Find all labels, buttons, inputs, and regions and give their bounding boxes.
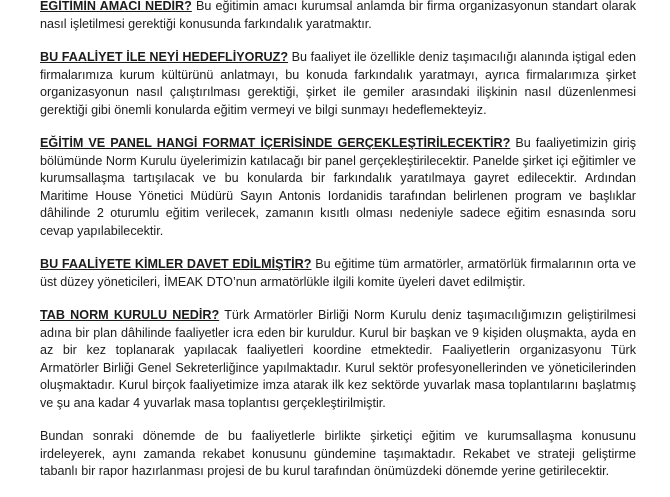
section-body: Bu faaliyet ile özellikle deniz taşımacılığı alanında iştigal eden firmalarımıza kurum kültürünü anlatmayı, bu konuda farkındalık yaratmayı, ayrıca firmalarımıza şirket organizasyonun nasıl çalıştırılması gerektiği, şirket ile gemiler arasındaki ilişkinin nasıl düzenlenmesi gerektiği gibi önemli konularda eğitim vermeyi ve bilgi sunmayı hedeflemekteyiz.	[40, 50, 637, 117]
document-page	[40, 0, 636, 497]
section-heading: EĞİTİM VE PANEL HANGİ FORMAT İÇERİSİNDE GERÇEKLEŞTİRİLECEKTİR?	[40, 136, 511, 150]
section-activity-goal	[40, 49, 636, 119]
section-body: Bu faaliyetimizin giriş bölümünde Norm Kurulu üyelerimizin katılacağı bir panel gerçekleştirilecektir. Panelde şirket içi eğitimler ve kurumsallaşma tartışılacak ve bu konularda bir farkındalık yaratılmaya gayret edilecektir. Ardından Maritime House Yönetici Müdürü Sayın Antonis Iordanidis tarafından belirlenen program ve başlıklar dâhilinde 2 oturumlu eğitim verilecek, zamanın kısıtlı olması nedeniyle sadece eğitim esnasında soru cevap yapılabilecektir.	[40, 136, 636, 238]
section-heading: EĞİTİMİN AMACI NEDİR?	[40, 0, 192, 13]
section-heading: BU FAALİYETE KİMLER DAVET EDİLMİŞTİR?	[40, 257, 312, 271]
section-heading: TAB NORM KURULU NEDİR?	[40, 308, 220, 322]
section-invitees	[40, 256, 636, 291]
section-body: Türk Armatörler Birliği Norm Kurulu deniz taşımacılığımızın geliştirilmesi adına bir plan dâhilinde faaliyetler icra eden bir kuruldur. Kurul bir başkan ve 9 kişiden oluşmakta, ayda en az bir kez toplanarak yapılacak faaliyetleri koordine etmektedir. Faaliyetlerin organizasyonu Türk Armatörler Birliği Genel Sekreterliğince yapılmaktadır. Kurul sektör profesyonellerinden ve yöneticilerinden oluşmaktadır. Kurul birçok faaliyetimize imza atarak ilk kez sektörde yuvarlak masa toplantılarını başlatmış ve şu ana kadar 4 yuvarlak masa toplantısı gerçekleştirilmiştir.	[40, 308, 636, 410]
section-norm-committee	[40, 307, 636, 412]
section-heading: BU FAALİYET İLE NEYİ HEDEFLİYORUZ?	[40, 50, 289, 64]
section-future-plans	[40, 428, 636, 481]
section-education-purpose	[40, 0, 636, 33]
section-body: Bundan sonraki dönemde de bu faaliyetlerle birlikte şirketiçi eğitim ve kurumsallaşma konusunu irdeleyerek, aynı zamanda rekabet konusunu gündemine taşımaktadır. Rekabet ve strateji geliştirme tabanlı bir rapor hazırlanması projesi de bu kurul tarafından önümüzdeki dönemde yerine getirilecektir.	[40, 429, 636, 478]
section-body: Bu eğitime tüm armatörler, armatörlük firmalarının orta ve üst düzey yöneticileri, İMEAK DTO’nun armatörlükle ilgili komite üyeleri davet edilmiştir.	[40, 257, 636, 289]
section-format	[40, 135, 636, 240]
section-body: Bu eğitimin amacı kurumsal anlamda bir firma organizasyonun standart olarak nasıl işletilmesi gerektiği konusunda farkındalık yaratmaktır.	[40, 0, 637, 31]
